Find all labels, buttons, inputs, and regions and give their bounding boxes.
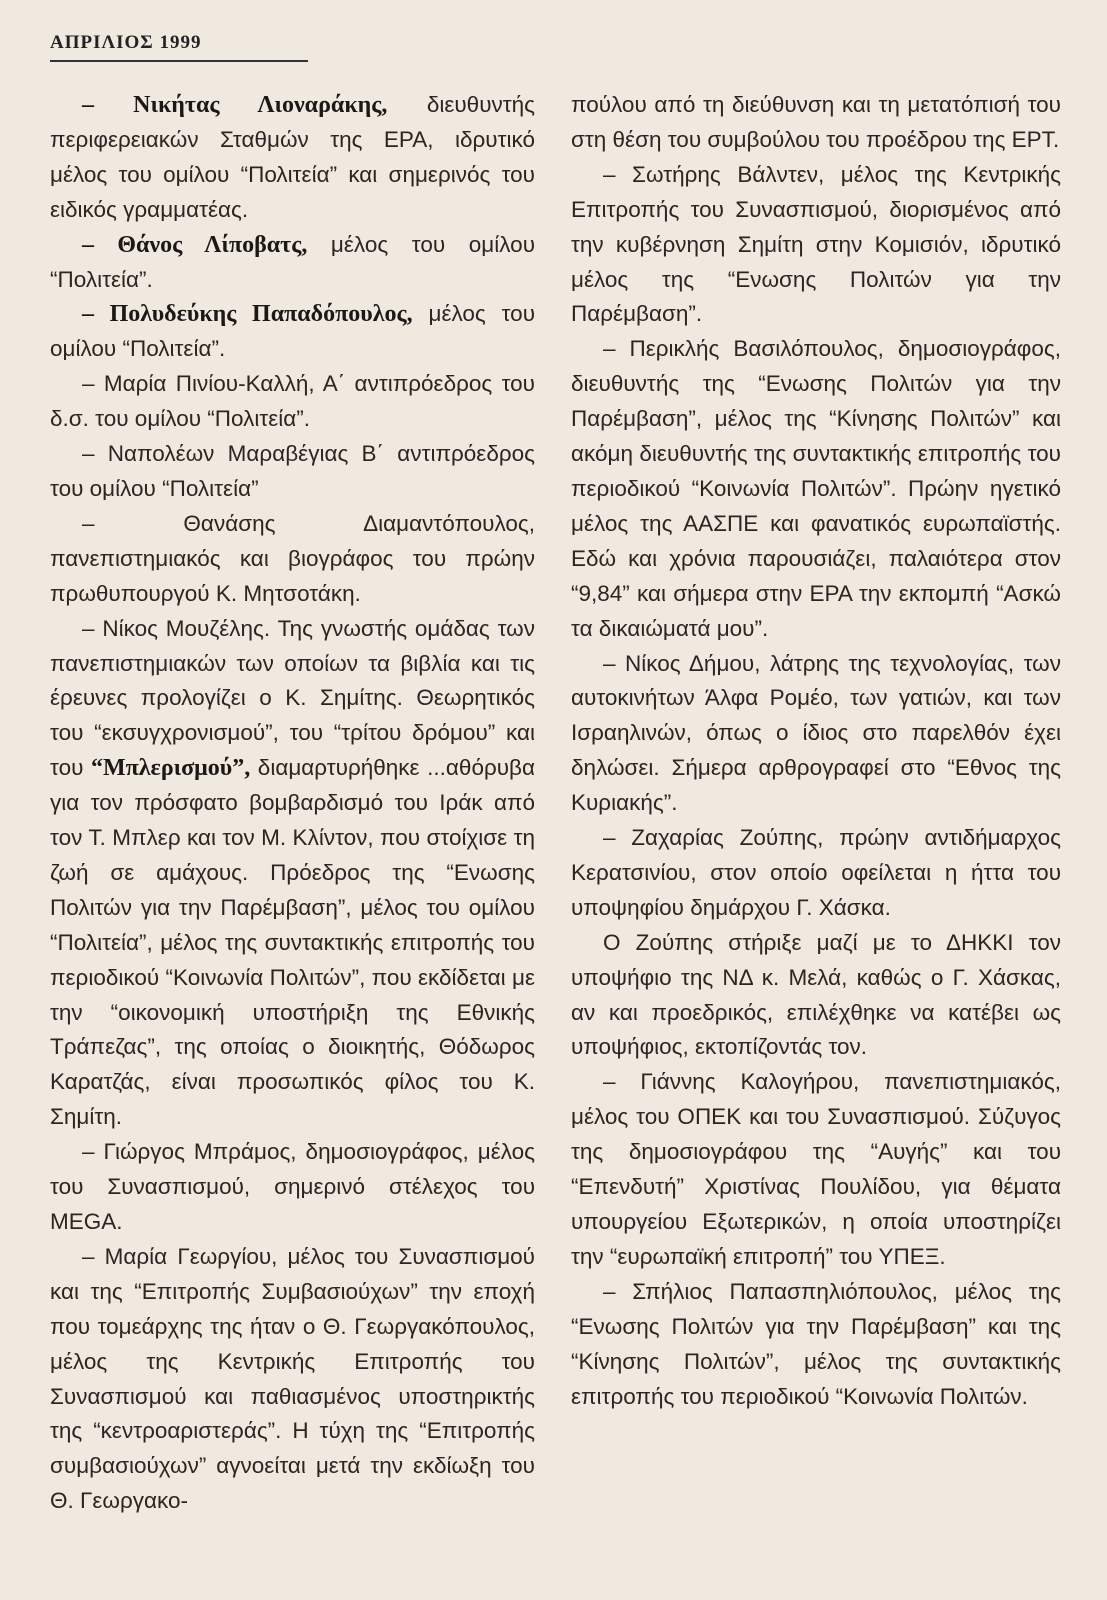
paragraph-text: – Θανάσης Διαμαντόπουλος, πανεπιστημιακός και βιογράφος του πρώην πρωθυπουργού Κ. Μητσοτάκη. (50, 510, 535, 606)
paragraph-text: μέλος του ομίλου “Πολιτεία”. (50, 301, 535, 362)
paragraph (50, 507, 535, 612)
paragraph (50, 437, 535, 507)
page-header-date: ΑΠΡΙΛΙΟΣ 1999 (50, 32, 202, 53)
paragraph-text: – Μαρία Πινίου-Καλλή, Α΄ αντιπρόεδρος του δ.σ. του ομίλου “Πολιτεία”. (50, 371, 535, 432)
paragraph (50, 1135, 535, 1240)
paragraph-text: – Σωτήρης Βάλντεν, μέλος της Κεντρικής Επιτροπής του Συνασπισμού, διορισμένος από την κυβέρνηση Σημίτη στην Κομισιόν, ιδρυτικό μέλος της “Ενωσης Πολιτών για την Παρέμβαση”. (571, 161, 1061, 327)
paragraph (571, 647, 1061, 822)
paragraph (571, 926, 1061, 1066)
paragraph-text: – Σπήλιος Παπασπηλιόπουλος, μέλος της “Ενωσης Πολιτών για την Παρέμβαση” και της “Κίνησης Πολιτών”, μέλος της συντακτικής επιτροπής του περιοδικού “Κοινωνία Πολιτών. (571, 1278, 1061, 1409)
paragraph (571, 88, 1061, 158)
paragraph (50, 228, 535, 298)
paragraph-text: – Νίκος Δήμου, λάτρης της τεχνολογίας, των αυτοκινήτων Άλφα Ρομέο, των γατιών, και των Ισραηλινών, όπως ο ίδιος στο παρελθόν έχει δηλώσει. Σήμερα αρθρογραφεί στο “Εθνος της Κυριακής”. (571, 650, 1061, 816)
header-rule (50, 60, 308, 62)
paragraph (571, 1065, 1061, 1274)
person-name: – Νικήτας Λιοναράκης, (82, 92, 388, 118)
paragraph (50, 367, 535, 437)
person-name: – Πολυδεύκης Παπαδόπουλος, (82, 301, 413, 328)
paragraph (571, 332, 1061, 646)
left-column (50, 88, 535, 1519)
emphasis-text: “Μπλερισμού”, (90, 755, 251, 782)
right-column (571, 88, 1061, 1414)
paragraph-text: – Ναπολέων Μαραβέγιας Β΄ αντιπρόεδρος του ομίλου “Πολιτεία” (50, 441, 535, 501)
paragraph (571, 1275, 1061, 1415)
paragraph-text: μέλος του ομίλου “Πολιτεία”. (50, 231, 536, 292)
paragraph (50, 297, 535, 367)
paragraph-text: – Γιώργος Μπράμος, δημοσιογράφος, μέλος του Συνασπισμού, σημερινό στέλεχος του MEGA. (50, 1139, 535, 1234)
paragraph-text: πούλου από τη διεύθυνση και τη μετατόπισή του στη θέση του συμβούλου του προέδρου της ΕΡΤ. (571, 92, 1061, 152)
paragraph-text: – Μαρία Γεωργίου, μέλος του Συνασπισμού και της “Επιτροπής Συμβασιούχων” την εποχή που τομεάρχης της ήταν ο Θ. Γεωργακόπουλος, μέλος της Κεντρικής Επιτροπής του Συνασπισμού και παθιασμένος υποστηρικτής της “κεντροαριστεράς”. Η τύχη της “Επιτροπής συμβασιούχων” αγνοείται μετά την εκδίωξη του Θ. Γεωργακο- (50, 1243, 535, 1514)
person-name: – Θάνος Λίποβατς, (82, 231, 308, 258)
paragraph-text: διευθυντής περιφερειακών Σταθμών της ΕΡΑ, ιδρυτικό μέλος του ομίλου “Πολιτεία” και σημερινός του ειδικός γραμματέας. (50, 92, 535, 222)
paragraph (571, 821, 1061, 926)
paragraph-text: – Γιάννης Καλογήρου, πανεπιστημιακός, μέλος του ΟΠΕΚ και του Συνασπισμού. Σύζυγος της δημοσιογράφου της “Αυγής” και του “Επενδυτή” Χριστίνας Πουλίδου, για θέματα υπουργείου Εξωτερικών, η οποία υποστηρίζει την “ευρωπαϊκή επιτροπή” του ΥΠΕΞ. (571, 1069, 1061, 1269)
paragraph-text: – Ζαχαρίας Ζούπης, πρώην αντιδήμαρχος Κερατσινίου, στον οποίο οφείλεται η ήττα του υποψηφίου δημάρχου Γ. Χάσκα. (571, 825, 1061, 920)
paragraph-text: – Περικλής Βασιλόπουλος, δημοσιογράφος, διευθυντής της “Ενωσης Πολιτών για την Παρέμβαση”, μέλος της “Κίνησης Πολιτών” και ακόμη διευθυντής της συντακτικής επιτροπής του περιοδικού “Κοινωνία Πολιτών”. Πρώην ηγετικό μέλος της ΑΑΣΠΕ και φανατικός ευρωπαϊστής. Εδώ και χρόνια παρουσιάζει, παλαιότερα στον “9,84” και σήμερα στην ΕΡΑ την εκπομπή “Ασκώ τα δικαιώματά μου”. (571, 336, 1061, 641)
paragraph-text: Ο Ζούπης στήριξε μαζί με το ΔΗΚΚΙ τον υποψήφιο της ΝΔ κ. Μελά, καθώς ο Γ. Χάσκας, αν και προεδρικός, επιλέχθηκε να κατέβει ως υποψήφιος, εκτοπίζοντάς τον. (571, 929, 1061, 1060)
paragraph (50, 612, 535, 1136)
paragraph (50, 88, 535, 228)
paragraph (571, 158, 1061, 333)
paragraph-text: – Νίκος Μουζέλης. Της γνωστής ομάδας των πανεπιστημιακών των οποίων τα βιβλία και τις έρευνες προλογίζει ο Κ. Σημίτης. Θεωρητικός του “εκσυγχρονισμού”, του “τρίτου δρόμου” και του (50, 615, 535, 781)
paragraph-text: διαμαρτυρήθηκε ...αθόρυβα για τον πρόσφατο βομβαρδισμό του Ιράκ από τον Τ. Μπλερ και τον Μ. Κλίντον, που στοίχισε τη ζωή σε αμάχους. Πρόεδρος της “Ενωσης Πολιτών για την Παρέμβαση”, μέλος του ομίλου “Πολιτεία”, μέλος της συντακτικής επιτροπής του περιοδικού “Κοινωνία Πολιτών”, που εκδίδεται με την “οικονομική υποστήριξη της Εθνικής Τράπεζας”, της οποίας ο διοικητής, Θόδωρος Καρατζάς, είναι προσωπικός φίλος του Κ. Σημίτη. (50, 755, 536, 1130)
paragraph (50, 1240, 535, 1519)
